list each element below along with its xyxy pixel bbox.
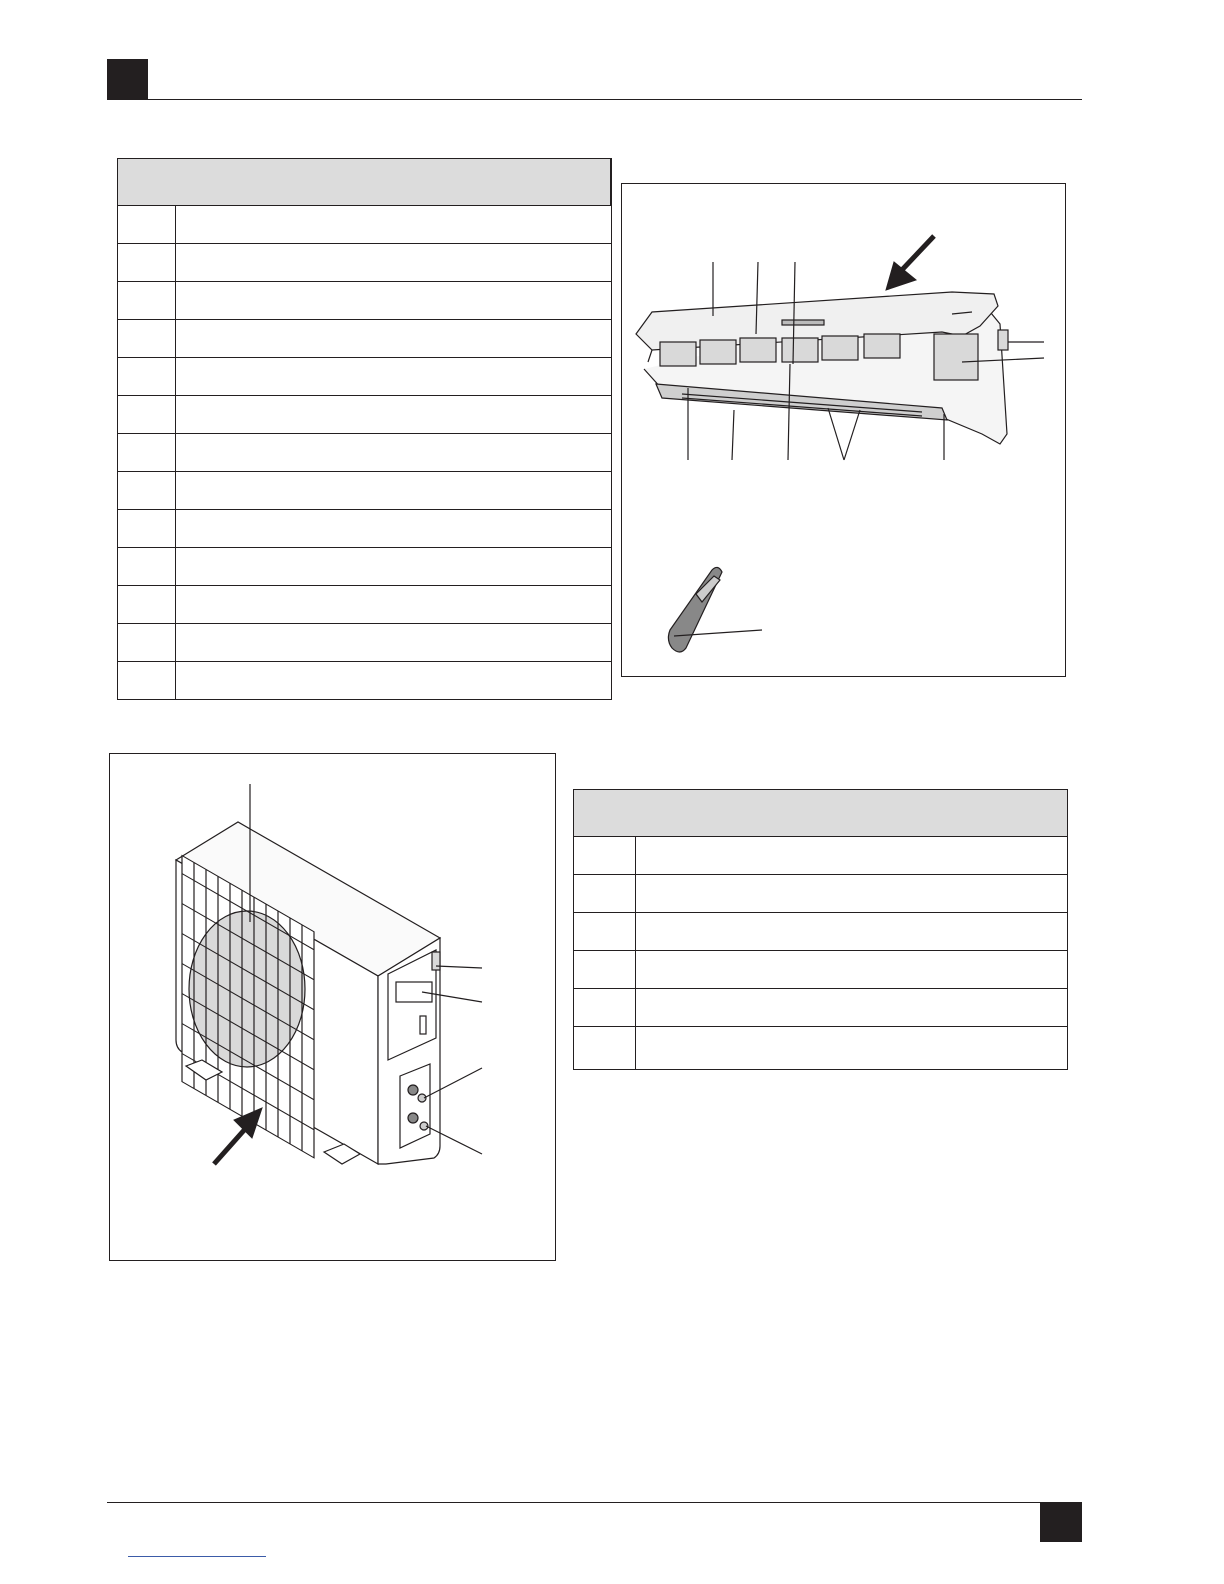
table-row	[118, 586, 612, 624]
indoor-unit-figure	[621, 183, 1066, 677]
table-row	[118, 510, 612, 548]
table-row	[118, 472, 612, 510]
outdoor-unit-drawing	[110, 754, 555, 1260]
side-cover	[934, 334, 978, 380]
outdoor-unit-figure	[109, 753, 556, 1261]
page-number-block	[1040, 1503, 1082, 1542]
indicator-window	[998, 330, 1008, 350]
section-marker-block	[107, 59, 148, 100]
header-rule	[107, 99, 1082, 100]
indoor-unit-parts-table	[117, 158, 612, 700]
table-row	[118, 358, 612, 396]
table-row	[118, 396, 612, 434]
table-row	[574, 951, 1068, 989]
table-row	[118, 434, 612, 472]
table-row	[118, 548, 612, 586]
table-row	[118, 282, 612, 320]
outdoor-table-title	[574, 790, 1068, 837]
display-slot	[782, 320, 824, 325]
terminal-cover	[396, 982, 432, 1002]
airflow-arrow	[886, 236, 934, 290]
table-row	[118, 244, 612, 282]
indoor-table-title	[118, 159, 612, 206]
table-row	[118, 320, 612, 358]
remote-control	[668, 567, 762, 652]
footer-link-underline[interactable]	[128, 1556, 266, 1557]
table-row	[574, 837, 1068, 875]
table-row	[118, 662, 612, 700]
table-row	[574, 1027, 1068, 1070]
footer-rule	[107, 1502, 1082, 1503]
indoor-unit-drawing	[622, 184, 1065, 676]
table-row	[574, 989, 1068, 1027]
table-row	[118, 624, 612, 662]
service-valves	[400, 1064, 430, 1148]
table-row	[118, 206, 612, 244]
table-row	[574, 875, 1068, 913]
table-row	[574, 913, 1068, 951]
airflow-arrow	[214, 1108, 262, 1164]
outdoor-unit-parts-table	[573, 789, 1068, 1070]
